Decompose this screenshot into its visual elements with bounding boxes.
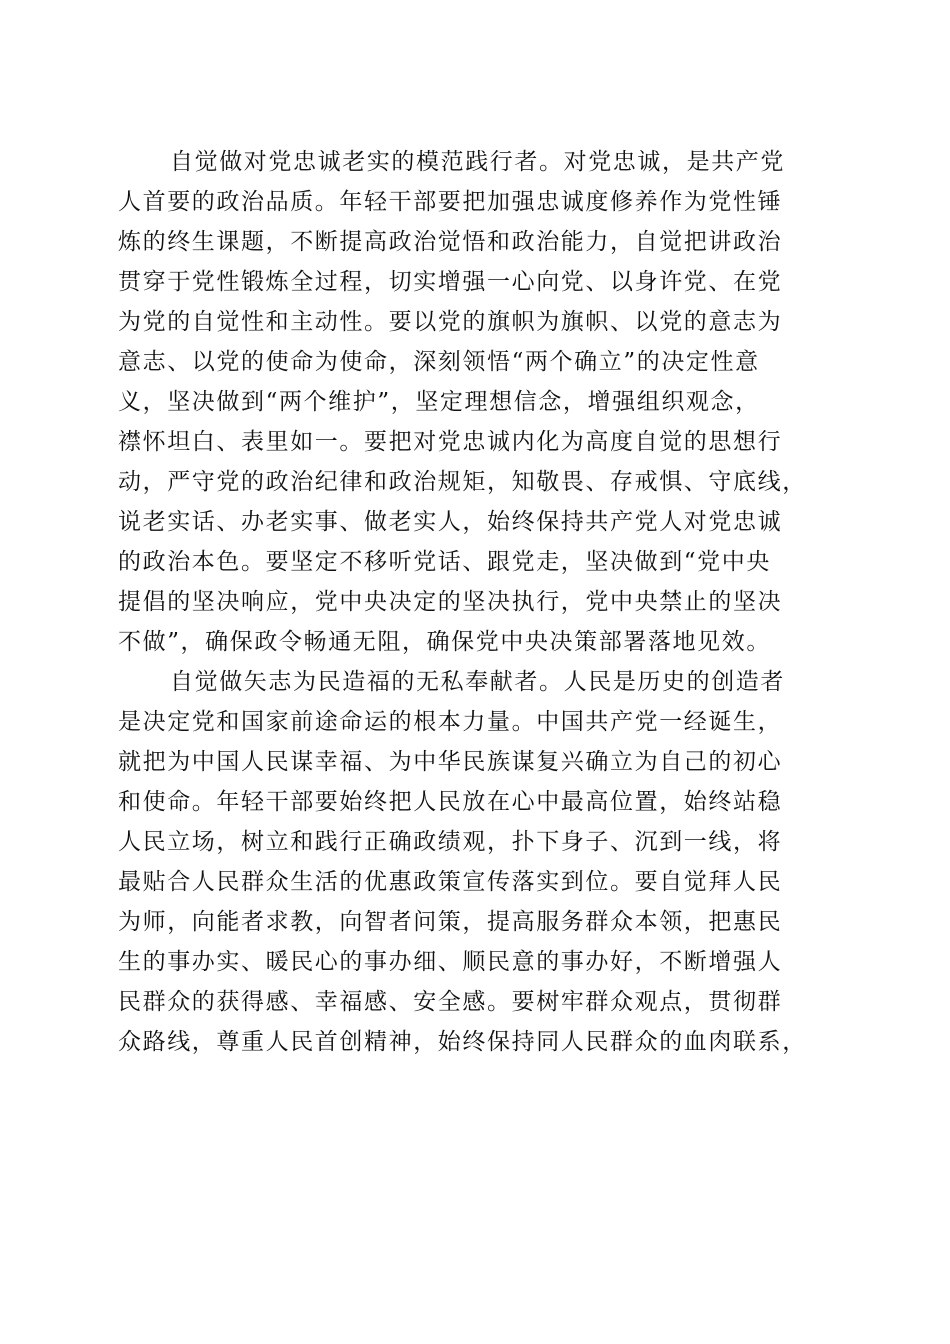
paragraph-line: 为师，向能者求教，向智者问策，提高服务群众本领，把惠民 — [118, 909, 783, 935]
paragraph-line: 襟怀坦白、表里如一。要把对党忠诚内化为高度自觉的思想行 — [118, 429, 783, 455]
paragraph-line: 贯穿于党性锻炼全过程，切实增强一心向党、以身许党、在党 — [118, 269, 783, 295]
paragraph-line: 民群众的获得感、幸福感、安全感。要树牢群众观点，贯彻群 — [118, 989, 783, 1015]
paragraph-line: 生的事办实、暖民心的事办细、顺民意的事办好，不断增强人 — [118, 949, 783, 975]
paragraph-line: 动，严守党的政治纪律和政治规矩，知敬畏、存戒惧、守底线， — [118, 469, 807, 495]
paragraph-line: 的政治本色。要坚定不移听党话、跟党走，坚决做到“党中央 — [118, 549, 771, 575]
paragraph-line: 最贴合人民群众生活的优惠政策宣传落实到位。要自觉拜人民 — [118, 869, 783, 895]
paragraph-line: 炼的终生课题，不断提高政治觉悟和政治能力，自觉把讲政治 — [118, 229, 783, 255]
paragraph-line: 说老实话、办老实事、做老实人，始终保持共产党人对党忠诚 — [118, 509, 783, 535]
document-body — [118, 142, 838, 1062]
paragraph-line: 众路线，尊重人民首创精神，始终保持同人民群众的血肉联系， — [118, 1029, 807, 1055]
paragraph-line: 和使命。年轻干部要始终把人民放在心中最高位置，始终站稳 — [118, 789, 783, 815]
paragraph-line: 人民立场，树立和践行正确政绩观，扑下身子、沉到一线，将 — [118, 829, 783, 855]
paragraph-line: 就把为中国人民谋幸福、为中华民族谋复兴确立为自己的初心 — [118, 749, 783, 775]
paragraph-line: 提倡的坚决响应，党中央决定的坚决执行，党中央禁止的坚决 — [118, 589, 783, 615]
paragraph-serve-people — [118, 662, 838, 1062]
paragraph-line: 义，坚决做到“两个维护”，坚定理想信念，增强组织观念， — [118, 389, 760, 415]
paragraph-line: 是决定党和国家前途命运的根本力量。中国共产党一经诞生， — [118, 709, 783, 735]
paragraph-line: 意志、以党的使命为使命，深刻领悟“两个确立”的决定性意 — [118, 349, 760, 375]
paragraph-line: 人首要的政治品质。年轻干部要把加强忠诚度修养作为党性锤 — [118, 189, 783, 215]
paragraph-line: 自觉做对党忠诚老实的模范践行者。对党忠诚，是共产党 — [170, 149, 785, 175]
paragraph-line: 自觉做矢志为民造福的无私奉献者。人民是历史的创造者 — [170, 669, 785, 695]
paragraph-line: 不做”，确保政令畅通无阻，确保党中央决策部署落地见效。 — [118, 629, 771, 655]
paragraph-loyalty — [118, 142, 838, 662]
paragraph-line: 为党的自觉性和主动性。要以党的旗帜为旗帜、以党的意志为 — [118, 309, 783, 335]
